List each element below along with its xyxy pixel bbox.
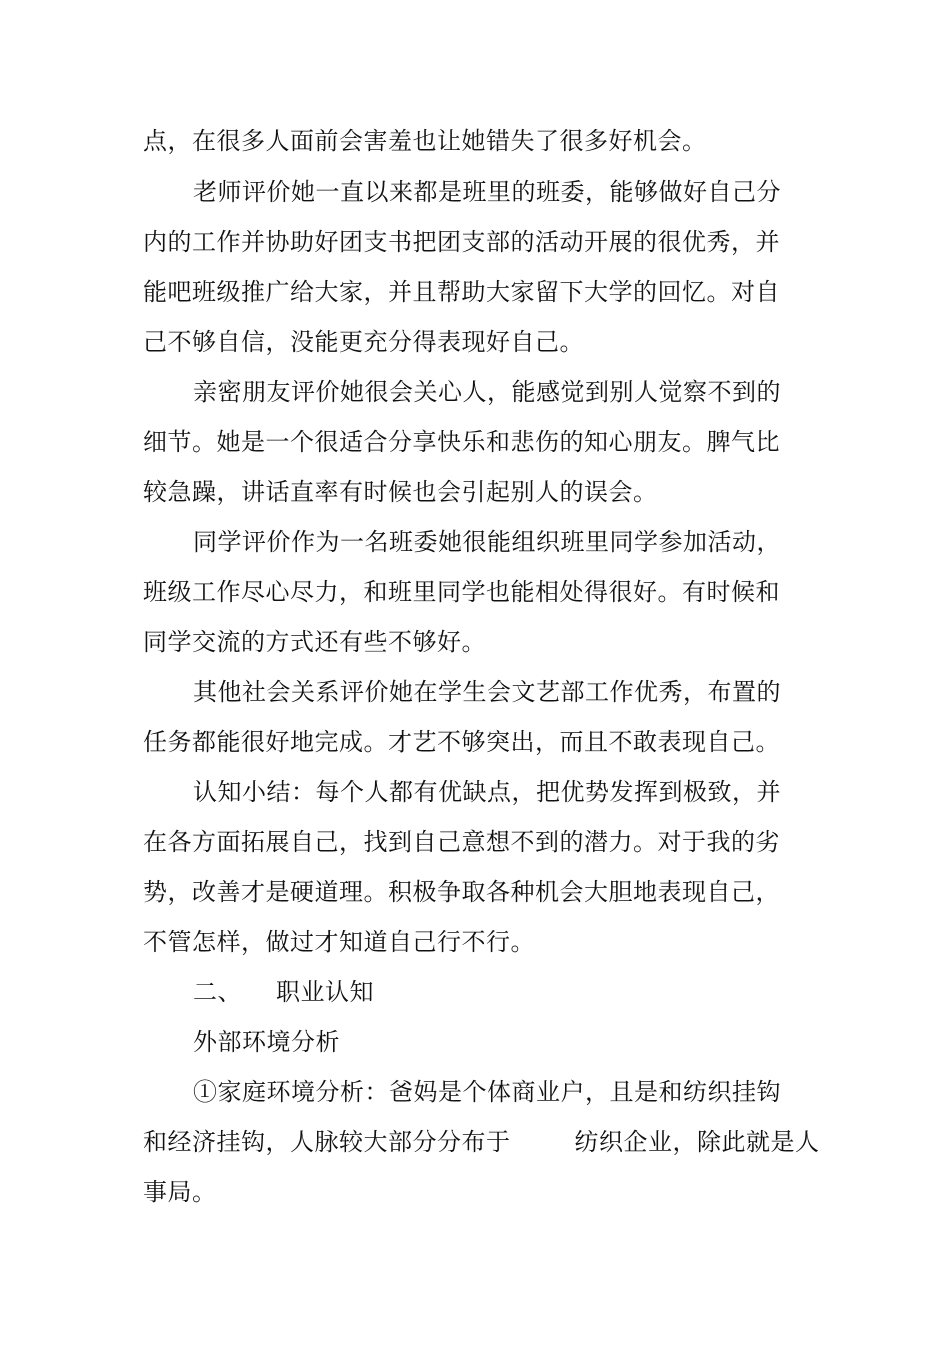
text-line: 任务都能很好地完成。才艺不够突出，而且不敢表现自己。 [143,728,780,756]
text-line: 同学交流的方式还有些不够好。 [143,628,486,656]
text-line: 点，在很多人面前会害羞也让她错失了很多好机会。 [143,127,707,155]
paragraph-first-line: 老师评价她一直以来都是班里的班委，能够做好自己分 [193,178,781,206]
text-line: 班级工作尽心尽力，和班里同学也能相处得很好。有时候和 [143,578,780,606]
section-number: 二、 [193,978,242,1006]
text-line: 细节。她是一个很适合分享快乐和悲伤的知心朋友。脾气比 [143,428,780,456]
text-line: 事局。 [143,1178,217,1206]
paragraph-first-line: 其他社会关系评价她在学生会文艺部工作优秀，布置的 [193,678,781,706]
text-line: 己不够自信，没能更充分得表现好自己。 [143,328,584,356]
paragraph-first-line: 认知小结：每个人都有优缺点，把优势发挥到极致，并 [193,778,781,806]
text-line: 势，改善才是硬道理。积极争取各种机会大胆地表现自己， [143,878,780,906]
paragraph-first-line: ①家庭环境分析：爸妈是个体商业户，且是和纺织挂钩 [193,1078,781,1106]
subsection-heading: 外部环境分析 [193,1028,340,1056]
text-line [143,1127,820,1157]
text-segment: 和经济挂钩，人脉较大部分分布于 [143,1128,511,1156]
paragraph-first-line: 亲密朋友评价她很会关心人，能感觉到别人觉察不到的 [193,378,781,406]
text-line: 较急躁，讲话直率有时候也会引起别人的误会。 [143,478,658,506]
section-title: 职业认知 [276,978,374,1006]
text-segment: 纺织企业，除此就是人 [574,1128,820,1156]
paragraph-first-line: 同学评价作为一名班委她很能组织班里同学参加活动， [193,528,781,556]
text-line: 不管怎样，做过才知道自己行不行。 [143,928,535,956]
text-line: 能吧班级推广给大家，并且帮助大家留下大学的回忆。对自 [143,278,780,306]
text-line: 在各方面拓展自己，找到自己意想不到的潜力。对于我的劣 [143,828,780,856]
text-line: 内的工作并协助好团支书把团支部的活动开展的很优秀，并 [143,228,780,256]
section-heading [193,977,374,1007]
